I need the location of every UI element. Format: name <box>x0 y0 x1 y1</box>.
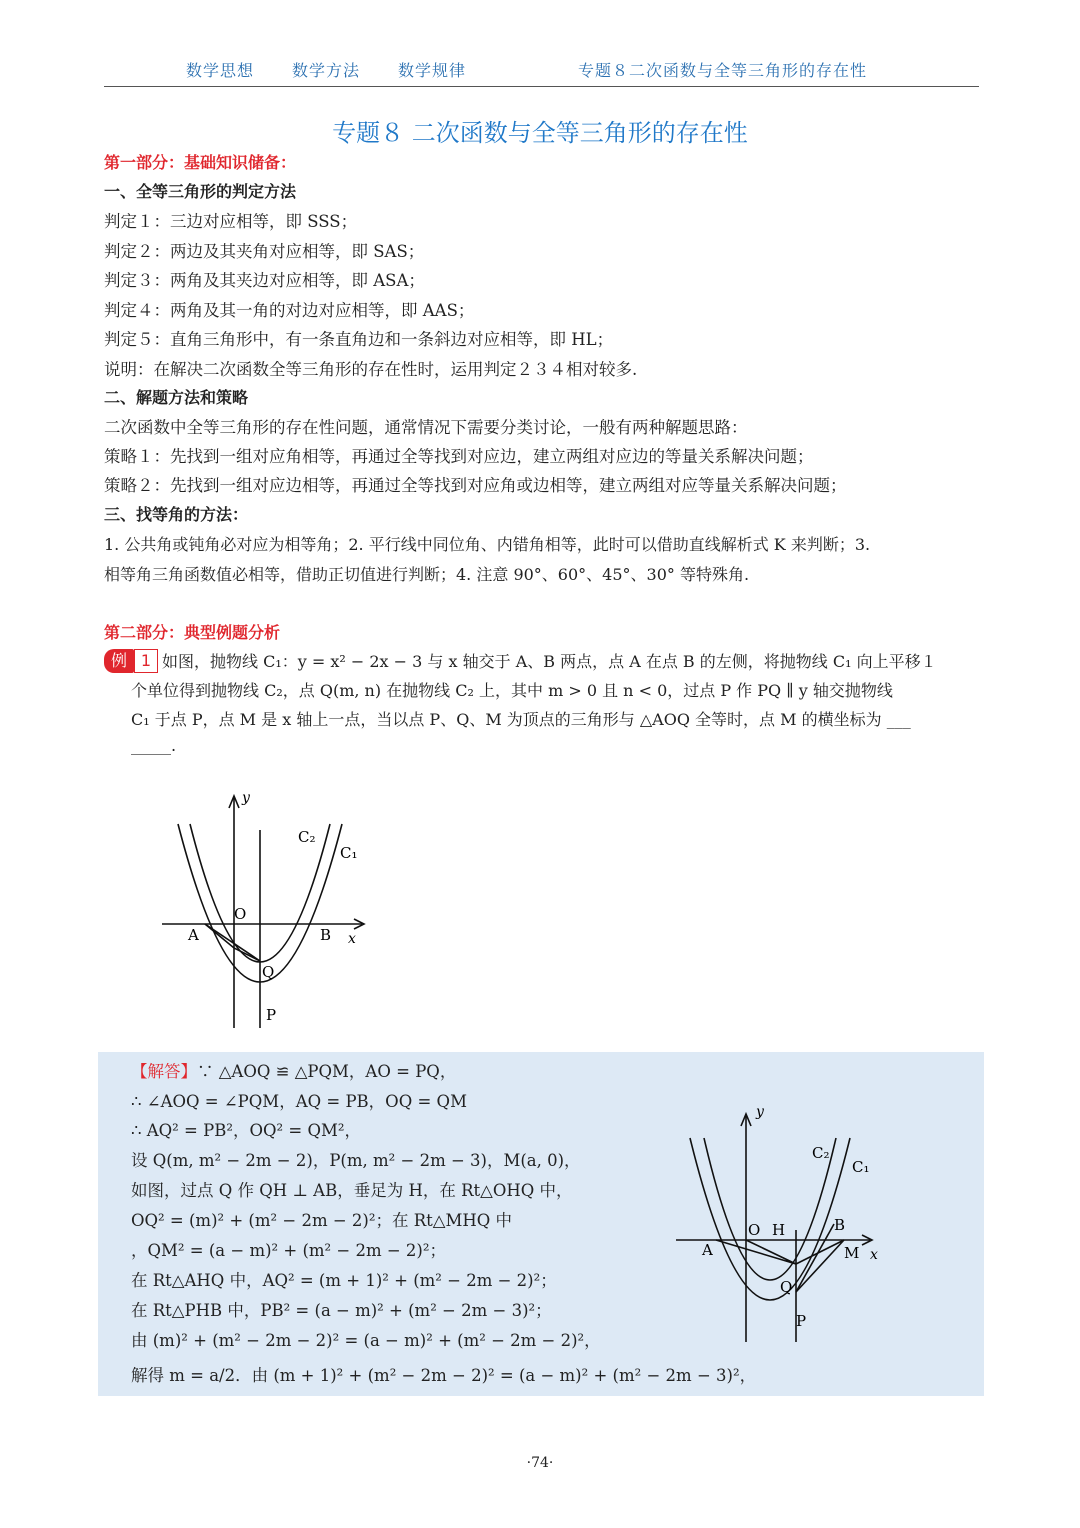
parabola-c1 <box>690 1138 850 1300</box>
problem-line: 个单位得到抛物线 C₂，点 Q(m, n) 在抛物线 C₂ 上，其中 m > 0 且 n < 0，过点 P 作 PQ ∥ y 轴交抛物线 <box>131 681 893 700</box>
answer-line: 如图，过点 Q 作 QH ⊥ AB，垂足为 H，在 Rt△OHQ 中， <box>131 1181 573 1200</box>
header-item: 数学规律 <box>398 61 467 80</box>
answer-line: 解得 m = a/2．由 (m + 1)² + (m² − 2m − 2)² = (a − m)² + (m² − 2m − 3)²， <box>131 1366 757 1385</box>
page-number: ·74· <box>526 1455 554 1471</box>
method-line: 1. 公共角或钝角必对应为相等角；2. 平行线中同位角、内错角相等，此时可以借助直线解析式 K 来判断；3. <box>104 535 871 554</box>
answer-line: OQ² = (m)² + (m² − 2m − 2)²；在 Rt△MHQ 中 <box>131 1211 512 1230</box>
fig1-y-label: y <box>242 790 250 806</box>
example-number: 1 <box>134 649 158 673</box>
answer-line: ∴ AQ² = PB²，OQ² = QM²， <box>131 1121 361 1140</box>
fig2-b-label: B <box>834 1216 846 1234</box>
answer-line <box>131 1058 456 1082</box>
fig2-y-label: y <box>756 1104 764 1120</box>
problem-line: _____. <box>131 736 177 755</box>
fig2-c2-label: C₂ <box>812 1144 830 1162</box>
fig2-m-label: M <box>844 1244 860 1262</box>
fig2-q-label: Q <box>780 1278 793 1296</box>
fig1-c1-label: C₁ <box>340 844 358 862</box>
fig2-o-label: O <box>748 1221 761 1239</box>
strategy-line: 策略１：先找到一组对应角相等，再通过全等找到对应边，建立两组对应边的等量关系解决问题； <box>104 447 814 466</box>
fig2-h-label: H <box>772 1221 786 1239</box>
rule-line: 判定４：两角及其一角的对边对应相等，即 AAS； <box>104 301 475 320</box>
fig2-p-label: P <box>796 1312 807 1330</box>
strategy-line: 二次函数中全等三角形的存在性问题，通常情况下需要分类讨论，一般有两种解题思路： <box>104 418 748 437</box>
header-right: 专题８二次函数与全等三角形的存在性 <box>578 61 868 80</box>
fig2-c1-label: C₁ <box>852 1158 870 1176</box>
fig2-x-label: x <box>870 1247 878 1263</box>
header-divider <box>104 86 979 87</box>
answer-line: ∴ ∠AOQ = ∠PQM，AQ = PB，OQ = QM <box>131 1092 467 1111</box>
page-title: 专题８ 二次函数与全等三角形的存在性 <box>332 119 748 147</box>
part2-heading: 第二部分：典型例题分析 <box>104 623 281 642</box>
section-heading: 二、解题方法和策略 <box>104 388 249 407</box>
section-heading: 三、找等角的方法： <box>104 505 249 524</box>
rule-line: 判定５：直角三角形中，有一条直角边和一条斜边对应相等，即 HL； <box>104 330 614 349</box>
rule-note: 说明：在解决二次函数全等三角形的存在性时，运用判定２３４相对较多. <box>104 360 638 379</box>
strategy-line: 策略２：先找到一组对应边相等，再通过全等找到对应角或边相等，建立两组对应等量关系解决问题； <box>104 476 847 495</box>
rule-line: 判定２：两边及其夹角对应相等，即 SAS； <box>104 242 425 261</box>
problem-line: 如图，抛物线 C₁：y = x² − 2x − 3 与 x 轴交于 A、B 两点，点 A 在点 B 的左侧，将抛物线 C₁ 向上平移１ <box>162 652 937 671</box>
answer-line: 在 Rt△AHQ 中，AQ² = (m + 1)² + (m² − 2m − 2)²； <box>131 1271 557 1290</box>
answer-line: 在 Rt△PHB 中，PB² = (a − m)² + (m² − 2m − 3)²； <box>131 1301 552 1320</box>
rule-line: 判定３：两角及其夹边对应相等，即 ASA； <box>104 271 425 290</box>
fig1-q-label: Q <box>262 963 275 981</box>
triangle-aoq <box>716 1240 796 1264</box>
header-item: 数学方法 <box>292 61 361 80</box>
fig1-a-label: A <box>188 926 199 944</box>
example-label: 例 <box>104 649 134 673</box>
fig1-o-label: O <box>234 905 247 923</box>
fig1-b-label: B <box>320 926 332 944</box>
fig1-c2-label: C₂ <box>298 828 316 846</box>
answer-line: 设 Q(m, m² − 2m − 2)，P(m, m² − 2m − 3)，M(a, 0)， <box>131 1151 581 1170</box>
fig1-x-label: x <box>348 931 356 947</box>
problem-line: C₁ 于点 P，点 M 是 x 轴上一点，当以点 P、Q、M 为顶点的三角形与 △AOQ 全等时，点 M 的横坐标为 ___ <box>131 710 911 729</box>
header-item: 数学思想 <box>186 61 255 80</box>
figure-2 <box>668 1102 898 1352</box>
segment-aq <box>205 924 260 961</box>
fig1-p-label: P <box>266 1006 277 1024</box>
rule-line: 判定１：三边对应相等，即 SSS； <box>104 212 358 231</box>
answer-line: ，QM² = (a − m)² + (m² − 2m − 2)²； <box>131 1241 446 1260</box>
section-heading: 一、全等三角形的判定方法 <box>104 182 297 201</box>
running-header <box>0 58 1080 82</box>
answer-line: 由 (m)² + (m² − 2m − 2)² = (a − m)² + (m² − 2m − 2)²， <box>131 1331 601 1350</box>
answer-text: ∵ △AOQ ≌ △PQM，AO = PQ， <box>197 1062 457 1081</box>
figure-1 <box>150 780 380 1040</box>
answer-tag: 【解答】 <box>131 1062 197 1081</box>
method-line: 相等角三角函数值必相等，借助正切值进行判断；4. 注意 90°、60°、45°、30° 等特殊角. <box>104 565 750 584</box>
part1-heading: 第一部分：基础知识储备： <box>104 153 297 172</box>
example-badge <box>104 649 158 673</box>
fig2-a-label: A <box>702 1241 713 1259</box>
